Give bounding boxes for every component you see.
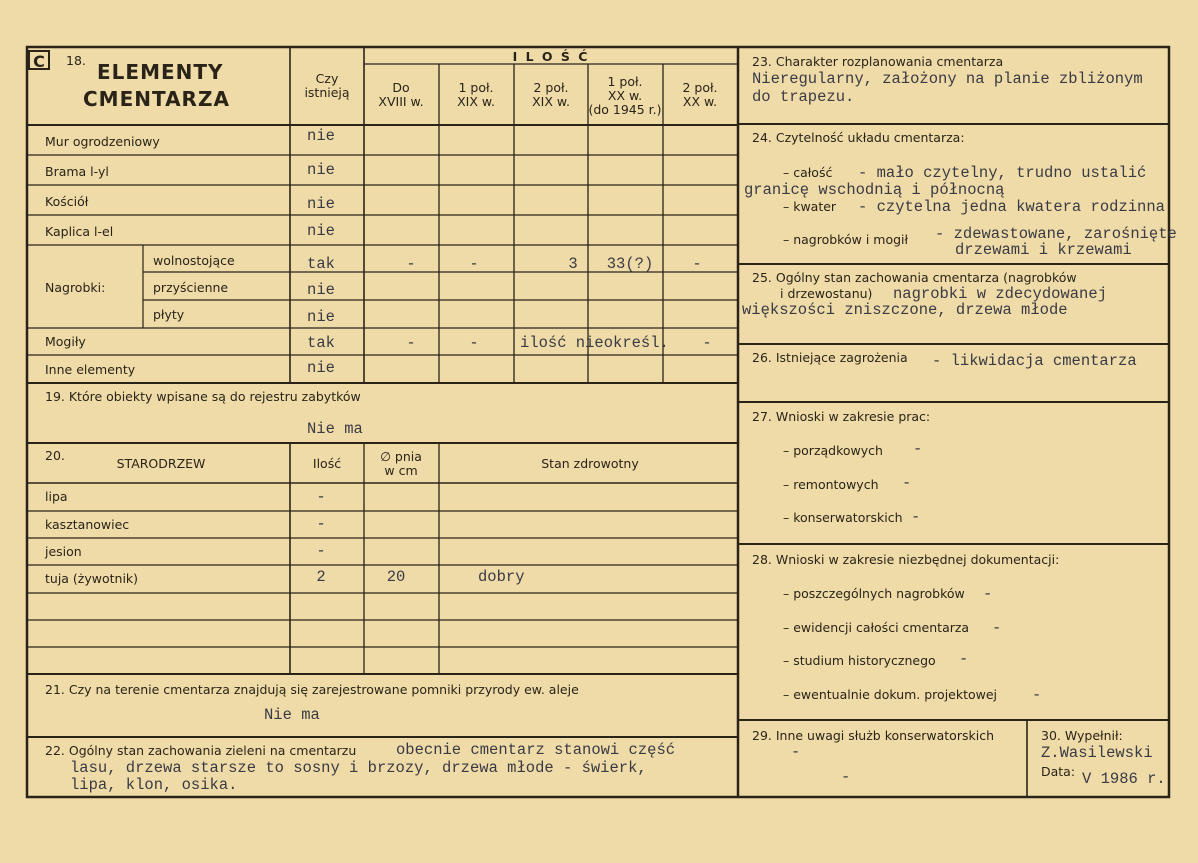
section-21-value: Nie ma (264, 706, 320, 724)
freestanding-count-c3: 33(?) (606, 255, 654, 273)
layout-whole-value-line2: granicę wschodnią i północną (744, 181, 1005, 199)
works-conservation-value: - (911, 508, 921, 526)
filled-by-name: Z.Wasilewski (1041, 744, 1153, 762)
section-23-value-line1: Nieregularny, założony na planie zbliżonym (752, 70, 1143, 88)
row-exists-other: nie (307, 359, 335, 377)
graves-count-c0: - (406, 334, 416, 352)
trees-col-health: Stan zdrowotny (541, 456, 639, 471)
row-label-slabs: płyty (153, 307, 185, 322)
section-23-value-line2: do trapezu. (752, 88, 855, 106)
docs-history-value: - (959, 650, 969, 668)
quantity-header: I L O Ś Ć (512, 49, 590, 64)
freestanding-count-c4: - (692, 255, 702, 273)
tree-name-1: kasztanowiec (45, 517, 130, 532)
section-18-number: 18. (66, 53, 86, 68)
col-header-3-line2: XX w. (607, 88, 643, 103)
freestanding-count-c2: 3 (568, 255, 578, 273)
row-exists-church: nie (307, 195, 335, 213)
tree-name-2: jesion (45, 544, 82, 559)
works-repair-value: - (902, 474, 912, 492)
col-header-0-line2: XVIII w. (378, 94, 424, 109)
col-header-2-line2: XIX w. (532, 94, 570, 109)
works-repair-label: – remontowych (783, 477, 879, 492)
row-label-tombstones: Nagrobki: (45, 280, 106, 295)
graves-count-c4: - (702, 334, 712, 352)
layout-graves-value-line2: drzewami i krzewami (955, 241, 1132, 259)
section-24-label: 24. Czytelność układu cmentarza: (752, 130, 965, 145)
tree-name-0: lipa (45, 489, 68, 504)
docs-history-label: – studium historycznego (783, 653, 936, 668)
tree-name-3: tuja (żywotnik) (45, 571, 139, 586)
section-29-label: 29. Inne uwagi służb konserwatorskich (752, 728, 994, 743)
tree-count-1: - (316, 515, 326, 533)
section-25-value-line2: większości zniszczone, drzewa młode (742, 301, 1068, 319)
exists-header-line1: Czy (315, 71, 339, 86)
section-26-value: - likwidacja cmentarza (932, 352, 1137, 370)
tree-count-0: - (316, 488, 326, 506)
tree-count-2: - (316, 542, 326, 560)
exists-header-line2: istnieją (304, 85, 350, 100)
row-label-church: Kościół (45, 194, 89, 209)
section-30-label: 30. Wypełnił: (1041, 728, 1123, 743)
section-19-value: Nie ma (307, 420, 363, 438)
docs-tombstones-value: - (983, 585, 993, 603)
layout-graves-value: - zdewastowane, zarośnięte (935, 225, 1177, 243)
col-header-0-line1: Do (392, 80, 410, 95)
section-18-title-line2: CMENTARZA (83, 87, 230, 111)
section-26-label: 26. Istniejące zagrożenia (752, 350, 908, 365)
row-exists-chapel: nie (307, 222, 335, 240)
section-25-label-line2: i drzewostanu) (780, 286, 873, 301)
section-23-label: 23. Charakter rozplanowania cmentarza (752, 54, 1004, 69)
row-exists-wall-mounted: nie (307, 281, 335, 299)
layout-quarters-value: - czytelna jedna kwatera rodzinna (858, 198, 1165, 216)
col-header-1-line2: XIX w. (457, 94, 495, 109)
section-25-value-line1: nagrobki w zdecydowanej (893, 285, 1107, 303)
row-label-gate: Brama l-yl (45, 164, 109, 179)
row-exists-graves: tak (307, 334, 335, 352)
section-28-label: 28. Wnioski w zakresie niezbędnej dokumentacji: (752, 552, 1060, 567)
freestanding-count-c0: - (406, 255, 416, 273)
layout-whole-label: – całość (783, 165, 833, 180)
section-20-title: STARODRZEW (116, 456, 206, 471)
col-header-2-line1: 2 poł. (533, 80, 569, 95)
section-22-value-line2: lasu, drzewa starsze to sosny i brzozy, drzewa młode - świerk, (70, 759, 647, 777)
section-22-label: 22. Ogólny stan zachowania zieleni na cmentarzu (45, 743, 357, 758)
freestanding-count-c1: - (469, 255, 479, 273)
section-25-label-line1: 25. Ogólny stan zachowania cmentarza (nagrobków (752, 270, 1077, 285)
section-21-label: 21. Czy na terenie cmentarza znajdują się zarejestrowane pomniki przyrody ew. aleje (45, 682, 579, 697)
section-27-label: 27. Wnioski w zakresie prac: (752, 409, 931, 424)
section-20-number: 20. (45, 448, 65, 463)
docs-design-value: - (1032, 686, 1042, 704)
col-header-3-line1: 1 poł. (607, 74, 643, 89)
row-label-wall: Mur ogrodzeniowy (45, 134, 160, 149)
section-22-value-line1: obecnie cmentarz stanowi część (396, 741, 676, 759)
row-label-chapel: Kaplica l-el (45, 224, 114, 239)
date-label: Data: (1041, 764, 1076, 779)
docs-design-label: – ewentualnie dokum. projektowej (783, 687, 998, 702)
section-29-value-line2: - (841, 768, 851, 786)
trees-col-count: Ilość (312, 456, 342, 471)
row-exists-freestanding: tak (307, 255, 335, 273)
layout-whole-value: - mało czytelny, trudno ustalić (858, 164, 1147, 182)
section-19-label: 19. Które obiekty wpisane są do rejestru zabytków (45, 389, 361, 404)
tree-diameter-3: 20 (386, 568, 406, 586)
docs-register-label: – ewidencji całości cmentarza (783, 620, 970, 635)
row-label-freestanding: wolnostojące (153, 253, 235, 268)
col-header-3-line3: (do 1945 r.) (588, 102, 662, 117)
tree-health-3: dobry (478, 568, 525, 586)
trees-col-diameter-line2: w cm (384, 463, 418, 478)
layout-graves-label: – nagrobków i mogił (783, 232, 909, 247)
graves-count-c2: ilość nieokreśl. (520, 334, 669, 352)
row-exists-wall: nie (307, 127, 335, 145)
tree-count-3: 2 (316, 568, 326, 586)
row-exists-slabs: nie (307, 308, 335, 326)
row-label-wall-mounted: przyścienne (153, 280, 229, 295)
col-header-4-line1: 2 poł. (682, 80, 718, 95)
row-exists-gate: nie (307, 161, 335, 179)
layout-quarters-label: – kwater (783, 199, 837, 214)
section-18-title-line1: ELEMENTY (97, 60, 224, 84)
works-conservation-label: – konserwatorskich (783, 510, 903, 525)
works-cleanup-label: – porządkowych (783, 443, 883, 458)
row-label-other: Inne elementy (45, 362, 136, 377)
trees-col-diameter-line1: ∅ pnia (380, 449, 422, 464)
row-label-graves: Mogiły (45, 334, 86, 349)
graves-count-c1: - (469, 334, 479, 352)
col-header-4-line2: XX w. (682, 94, 718, 109)
docs-register-value: - (992, 619, 1002, 637)
col-header-1-line1: 1 poł. (458, 80, 494, 95)
form-letter-badge: C (28, 50, 50, 70)
docs-tombstones-label: – poszczególnych nagrobków (783, 586, 965, 601)
works-cleanup-value: - (913, 440, 923, 458)
section-29-value-line1: - (791, 743, 801, 761)
filled-date: V 1986 r. (1082, 770, 1166, 788)
section-22-value-line3: lipa, klon, osika. (70, 776, 238, 794)
